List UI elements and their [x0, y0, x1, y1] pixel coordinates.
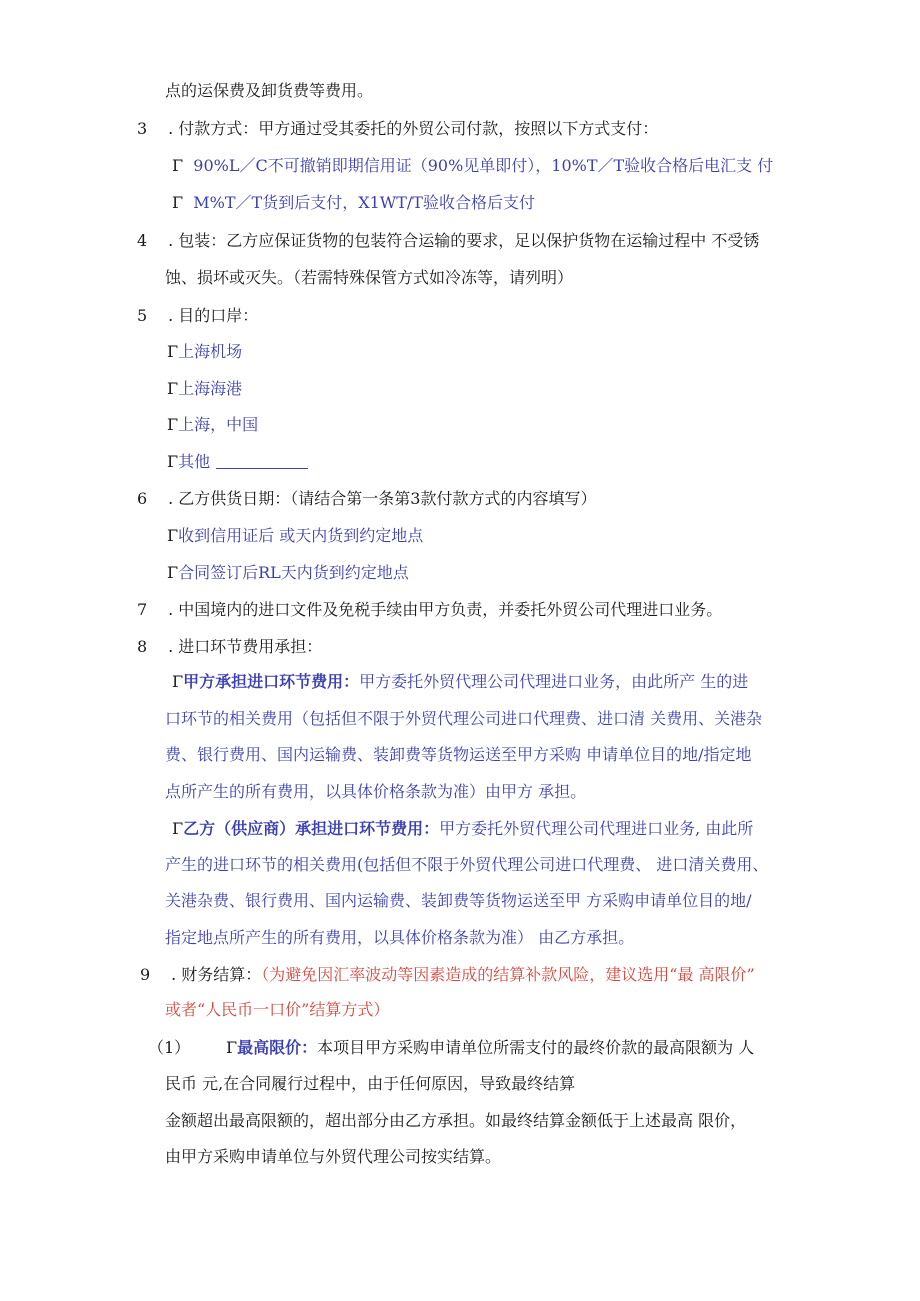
payment-option-1[interactable] [172, 155, 773, 177]
option-label: 上海机场 [178, 342, 243, 361]
clause-8 [137, 636, 322, 658]
option-heading: 乙方（供应商）承担进口环节费用： [183, 819, 440, 838]
checkbox-icon[interactable]: Γ [172, 193, 184, 212]
checkbox-icon[interactable]: Γ [172, 819, 184, 838]
option-text: 甲方委托外贸代理公司代理进口业务，由此所产 生的进 [359, 672, 749, 691]
clause-number: 3 [137, 119, 148, 138]
text-line: 民币 元,在合同履行过程中，由于任何原因，导致最终结算 [165, 1074, 576, 1093]
text-line: 金额超出最高限额的，超出部分由乙方承担。如最终结算金额低于上述最高 限价， [165, 1111, 747, 1130]
checkbox-icon[interactable]: Γ [167, 563, 179, 582]
clause-3 [137, 118, 658, 140]
clause-number: 5 [137, 306, 148, 325]
clause-9 [140, 964, 755, 986]
clause-text: . 中国境内的进口文件及免税手续由甲方负责，并委托外贸公司代理进口业务。 [163, 600, 723, 619]
sub-number: （1） [148, 1038, 191, 1057]
text-line: 点的运保费及卸货费等费用。 [165, 81, 374, 100]
option-label: 90%L／C不可撤销即期信用证（90%见单即付），10%T／T验收合格后电汇支 付 [193, 156, 774, 175]
clause-text: . 乙方供货日期：（请结合第一条第3款付款方式的内容填写） [163, 489, 597, 508]
option-label: 上海海港 [178, 379, 243, 398]
checkbox-icon[interactable]: Γ [167, 415, 179, 434]
payment-option-2[interactable] [172, 192, 535, 214]
checkbox-icon[interactable]: Γ [167, 342, 179, 361]
checkbox-icon[interactable]: Γ [172, 156, 184, 175]
option-label: 其他 [178, 452, 211, 471]
settlement-note-cont: 或者“人民币一口价”结算方式） [165, 1000, 390, 1019]
text-line: 产生的进口环节的相关费用(包括但不限于外贸代理公司进口代理费、 进口清关费用、 [165, 855, 769, 874]
option-text: 甲方委托外贸代理公司代理进口业务, 由此所 [439, 819, 754, 838]
clause-number: 7 [137, 600, 148, 619]
text-line: 费、银行费用、国内运输费、装卸费等货物运送至甲方采购 申请单位目的地/指定地 [165, 745, 752, 764]
option-label: 上海，中国 [178, 415, 259, 434]
checkbox-icon[interactable]: Γ [167, 452, 179, 471]
option-heading: 最高限价： [237, 1038, 318, 1057]
clause-text: . 包装：乙方应保证货物的包装符合运输的要求，足以保护货物在运输过程中 不受锈 [163, 231, 760, 250]
clause-number: 6 [137, 489, 148, 508]
other-port-blank[interactable] [216, 453, 308, 469]
clause-number: 4 [137, 231, 148, 250]
text-line: 口环节的相关费用（包括但不限于外贸代理公司进口代理费、进口清 关费用、关港杂 [165, 709, 763, 728]
option-label: 合同签订后RL天内货到约定地点 [178, 563, 409, 582]
clause-5 [137, 305, 258, 327]
clause-number: 8 [137, 637, 148, 656]
checkbox-icon[interactable]: Γ [167, 379, 179, 398]
text-line: 由甲方采购申请单位与外贸代理公司按实结算。 [165, 1147, 502, 1166]
text-line: 关港杂费、银行费用、国内运输费、装卸费等货物运送至甲 方采购申请单位目的地/ [165, 891, 752, 910]
port-option-other[interactable] [167, 451, 308, 473]
port-option-airport[interactable] [167, 341, 242, 363]
checkbox-icon[interactable]: Γ [226, 1038, 238, 1057]
cost-option-party-b[interactable] [172, 818, 753, 840]
clause-text: . 财务结算： [166, 965, 262, 984]
checkbox-icon[interactable]: Γ [167, 526, 179, 545]
option-label: M%T／T货到后支付，X1WT/T验收合格后支付 [193, 193, 535, 212]
port-option-shanghai[interactable] [167, 414, 258, 436]
text-line: 蚀、损坏或灭失。（若需特殊保管方式如冷冻等，请列明） [165, 268, 574, 287]
cost-option-party-a[interactable] [172, 671, 748, 693]
option-label: 收到信用证后 或天内货到约定地点 [178, 526, 424, 545]
delivery-option-1[interactable] [167, 525, 423, 547]
max-price-option[interactable] [226, 1037, 754, 1059]
option-heading: 甲方承担进口环节费用： [183, 672, 360, 691]
clause-4 [137, 230, 759, 252]
text-line: 点所产生的所有费用，以具体价格条款为准）由甲方 承担。 [165, 782, 587, 801]
port-option-seaport[interactable] [167, 378, 242, 400]
text-line: 指定地点所产生的所有费用，以具体价格条款为准） 由乙方承担。 [165, 928, 635, 947]
option-text: 本项目甲方采购申请单位所需支付的最终价款的最高限额为 人 [317, 1038, 755, 1057]
clause-7 [137, 599, 722, 621]
delivery-option-2[interactable] [167, 562, 409, 584]
settlement-note: （为避免因汇率波动等因素造成的结算补款风险，建议选用“最 高限价” [261, 965, 755, 984]
clause-text: . 进口环节费用承担： [163, 637, 323, 656]
clause-text: . 付款方式：甲方通过受其委托的外贸公司付款，按照以下方式支付： [163, 119, 659, 138]
clause-text: . 目的口岸： [163, 306, 259, 325]
clause-6 [137, 488, 596, 510]
checkbox-icon[interactable]: Γ [172, 672, 184, 691]
clause-number: 9 [140, 965, 151, 984]
